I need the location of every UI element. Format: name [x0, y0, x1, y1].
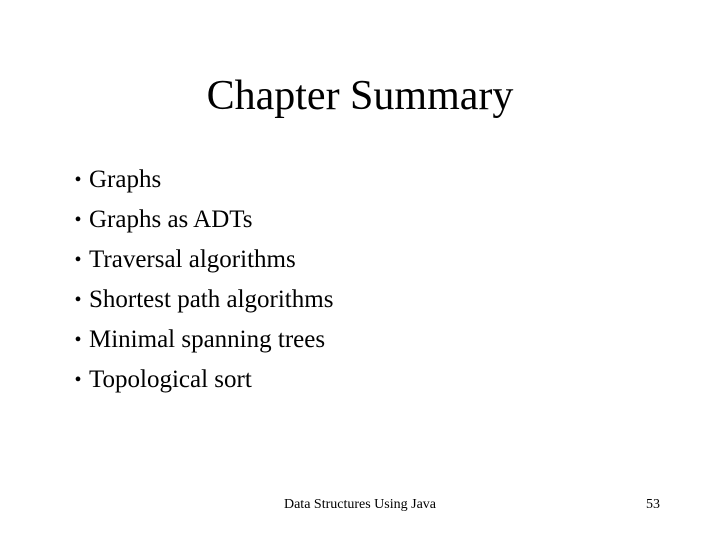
bullet-icon: • [74, 289, 82, 311]
bullet-icon: • [74, 169, 82, 191]
page-number: 53 [646, 497, 660, 512]
bullet-text: Shortest path algorithms [89, 286, 334, 313]
footer-text: Data Structures Using Java [283, 497, 437, 512]
slide-title: Chapter Summary [206, 73, 514, 119]
bullet-text: Graphs [89, 166, 162, 193]
bullet-icon: • [74, 369, 82, 391]
bullet-icon: • [74, 209, 82, 231]
bullet-icon: • [74, 329, 82, 351]
bullet-text: Topological sort [89, 366, 252, 393]
bullet-icon: • [74, 249, 82, 271]
bullet-text: Graphs as ADTs [89, 206, 253, 233]
bullet-text: Minimal spanning trees [89, 326, 326, 353]
bullet-text: Traversal algorithms [89, 246, 296, 273]
